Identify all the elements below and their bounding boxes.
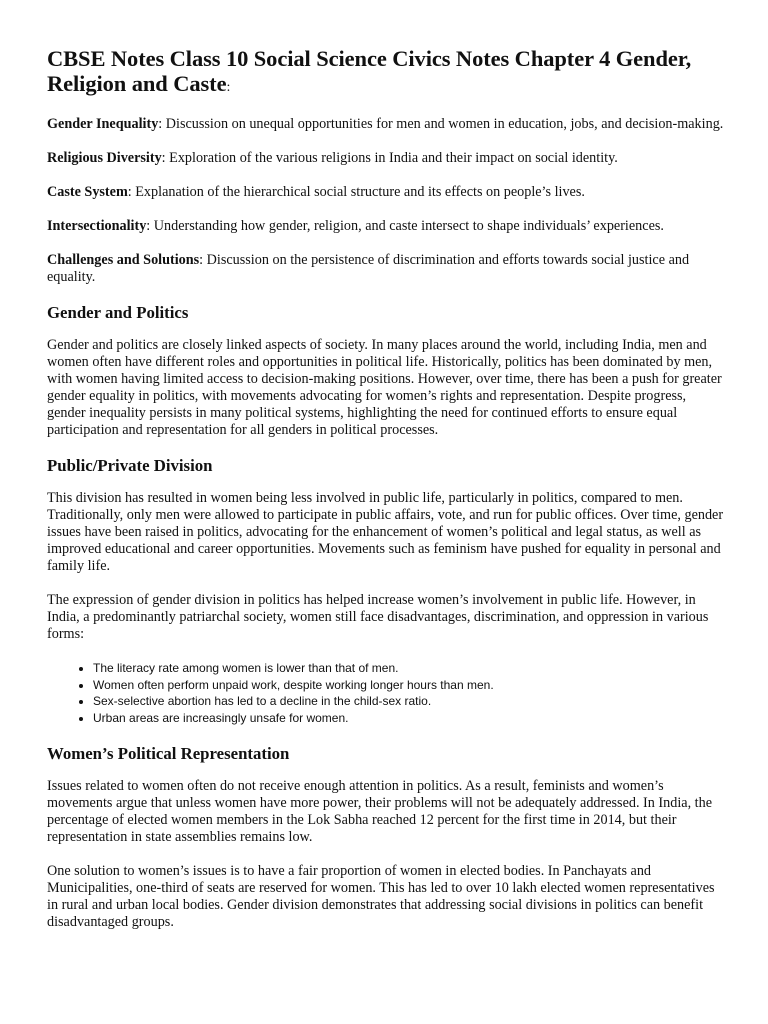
- list-item: • Urban areas are increasingly unsafe for women.: [93, 710, 728, 727]
- gender-politics-paragraph: Gender and politics are closely linked aspects of society. In many places around the world, including India, men and women often have different roles and opportunities in political life. Historically, politics has been dominated by men, with women having limited access to decision-making positions. However, over time, there has been a push for greater gender equality in politics, with movements advocating for women’s rights and representation. Despite progress, gender inequality persists in many political systems, highlighting the need for continued efforts to ensure equal participation and representation for all genders in political processes.: [47, 337, 722, 438]
- overview-text: : Explanation of the hierarchical social structure and its effects on people’s lives.: [127, 184, 585, 200]
- overview-term: Intersectionality: [47, 218, 147, 234]
- section-heading-gender-politics: Gender and Politics: [47, 303, 189, 322]
- overview-gender-inequality: [47, 116, 728, 133]
- overview-text: : Understanding how gender, religion, and caste intersect to shape individuals’ experiences.: [146, 218, 664, 234]
- overview-intersectionality: [47, 218, 728, 235]
- page-title: [47, 46, 728, 100]
- overview-challenges-solutions: [47, 252, 728, 286]
- public-private-paragraph-1: This division has resulted in women being less involved in public life, particularly in politics, compared to men. Traditionally, only men were allowed to participate in public affairs, vote, and run for public offices. Over time, gender issues have been raised in politics, advocating for the enhancement of women’s political and legal status, as well as improved educational and career opportunities. Movements such as feminism have pushed for equality in personal and family life.: [47, 490, 724, 574]
- disadvantages-list: [47, 660, 728, 726]
- overview-text: : Discussion on the persistence of discrimination and efforts towards social justice and equality.: [47, 252, 690, 285]
- section-heading-representation: Women’s Political Representation: [47, 744, 290, 763]
- section-heading-public-private: Public/Private Division: [47, 456, 213, 475]
- overview-caste-system: [47, 184, 728, 201]
- overview-term: Religious Diversity: [47, 150, 162, 166]
- overview-text: : Exploration of the various religions in India and their impact on social identity.: [161, 150, 618, 166]
- page-title-colon: :: [226, 80, 231, 95]
- public-private-paragraph-2: The expression of gender division in politics has helped increase women’s involvement in public life. However, in India, a predominantly patriarchal society, women still face disadvantages, discrimination, and oppression in various forms:: [47, 592, 709, 642]
- list-item: • The literacy rate among women is lower than that of men.: [93, 660, 728, 677]
- representation-paragraph-2: One solution to women’s issues is to have a fair proportion of women in elected bodies. In Panchayats and Municipalities, one-third of seats are reserved for women. This has led to over 10 lakh elected women representatives in rural and urban local bodies. Gender division demonstrates that addressing social divisions in politics can benefit disadvantaged groups.: [47, 863, 715, 930]
- list-item: • Sex-selective abortion has led to a decline in the child-sex ratio.: [93, 693, 728, 710]
- overview-text: : Discussion on unequal opportunities for men and women in education, jobs, and decision-making.: [158, 116, 724, 132]
- overview-term: Caste System: [47, 184, 128, 200]
- overview-term: Gender Inequality: [47, 116, 159, 132]
- representation-paragraph-1: Issues related to women often do not receive enough attention in politics. As a result, feminists and women’s movements argue that unless women have more power, their problems will not be adequately addressed. In India, the percentage of elected women members in the Lok Sabha reached 12 percent for the first time in 2014, but their representation in state assemblies remains low.: [47, 778, 713, 845]
- overview-term: Challenges and Solutions: [47, 252, 200, 268]
- overview-religious-diversity: [47, 150, 728, 167]
- page-title-text: CBSE Notes Class 10 Social Science Civics Notes Chapter 4 Gender, Religion and Caste: [47, 46, 692, 96]
- list-item: • Women often perform unpaid work, despite working longer hours than men.: [93, 677, 728, 694]
